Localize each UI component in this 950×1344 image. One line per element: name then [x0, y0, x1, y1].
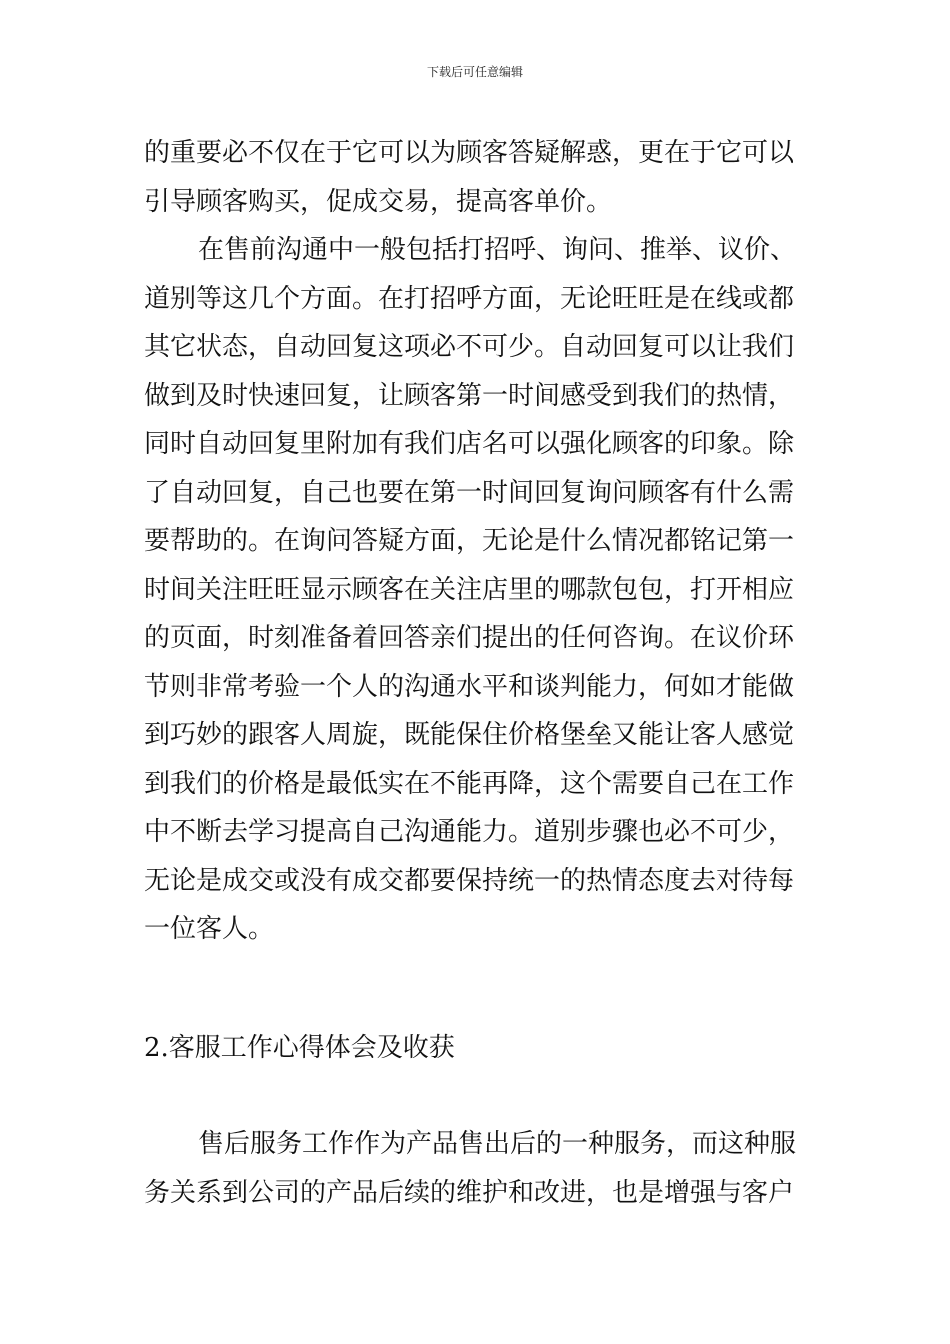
paragraph-line: 售后服务工作作为产品售出后的一种服务，而这种服 — [198, 1129, 797, 1159]
paragraph-line: 到我们的价格是最低实在不能再降，这个需要自己在工作 — [144, 768, 795, 799]
paragraph-line: 道别等这几个方面。在打招呼方面，无论旺旺是在线或都 — [144, 283, 795, 314]
paragraph-line: 到巧妙的跟客人周旋，既能保住价格堡垒又能让客人感觉 — [144, 720, 795, 750]
paragraph-line: 同时自动回复里附加有我们店名可以强化顾客的印象。除 — [144, 429, 795, 459]
paragraph-line: 时间关注旺旺显示顾客在关注店里的哪款包包，打开相应 — [144, 574, 795, 605]
body-text — [144, 129, 808, 954]
paragraph-line: 做到及时快速回复，让顾客第一时间感受到我们的热情， — [144, 380, 795, 411]
paragraph-line: 节则非常考验一个人的沟通水平和谈判能力，何如才能做 — [144, 671, 795, 702]
paragraph-line: 的页面，时刻准备着回答亲们提出的任何咨询。在议价环 — [144, 623, 795, 653]
page-header: 下载后可任意编辑 — [426, 65, 523, 79]
paragraph-line: 一位客人。 — [144, 914, 275, 944]
paragraph-2 — [144, 226, 808, 954]
body-text-continued — [144, 1120, 808, 1217]
paragraph-line: 其它状态，自动回复这项必不可少。自动回复可以让我们 — [144, 332, 795, 362]
paragraph-line: 了自动回复，自己也要在第一时间回复询问顾客有什么需 — [144, 477, 795, 508]
section-heading: 2.客服工作心得体会及收获 — [144, 1033, 455, 1063]
paragraph-3 — [144, 1120, 808, 1217]
paragraph-line: 务关系到公司的产品后续的维护和改进，也是增强与客户 — [144, 1177, 795, 1208]
paragraph-1 — [144, 129, 808, 226]
paragraph-line: 无论是成交或没有成交都要保持统一的热情态度去对待每 — [144, 865, 795, 896]
paragraph-line: 的重要必不仅在于它可以为顾客答疑解惑，更在于它可以 — [144, 138, 795, 168]
paragraph-line: 中不断去学习提高自己沟通能力。道别步骤也必不可少， — [144, 817, 795, 847]
paragraph-line: 引导顾客购买，促成交易，提高客单价。 — [144, 186, 613, 217]
paragraph-line: 要帮助的。在询问答疑方面，无论是什么情况都铭记第一 — [144, 526, 795, 556]
paragraph-line: 在售前沟通中一般包括打招呼、询问、推举、议价、 — [198, 235, 797, 265]
